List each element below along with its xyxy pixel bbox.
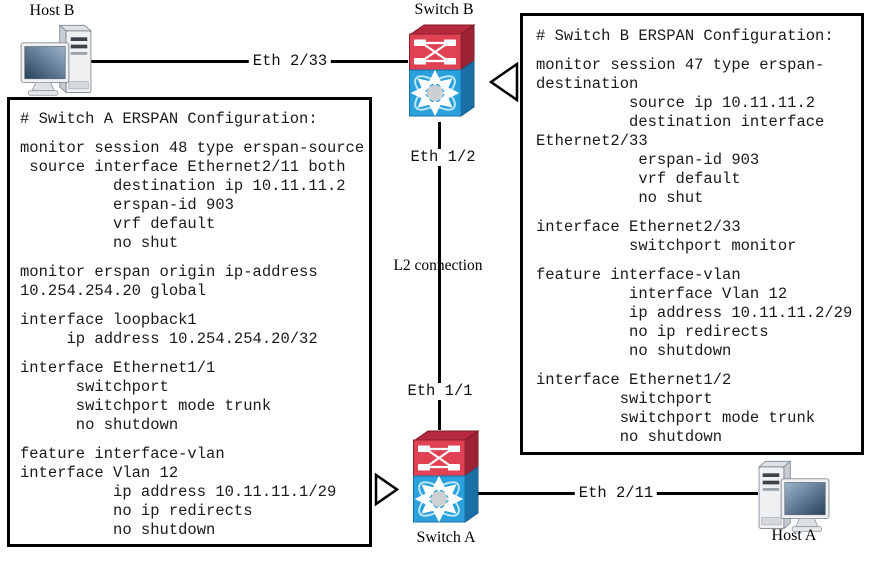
config-line: monitor session 47 type erspan- [536,56,825,74]
config-line: 10.254.254.20 global [20,282,207,300]
config-line: # Switch B ERSPAN Configuration: [536,27,834,45]
config-paragraph [20,311,365,349]
nexus-switch-icon [412,428,482,528]
config-line: feature interface-vlan [536,266,741,284]
config-line: no shut [20,234,179,252]
link-label-eth-1-2: Eth 1/2 [406,149,479,166]
config-paragraph [536,218,857,256]
config-line: switchport [536,390,713,408]
config-line: source ip 10.11.11.2 [536,94,816,112]
config-line: destination interface [536,113,825,131]
config-line: source interface Ethernet2/11 both [20,158,346,176]
config-line: feature interface-vlan [20,445,225,463]
callout-arrow-right-icon [374,473,400,506]
config-line: switchport [20,378,169,396]
host-a-label: Host A [771,527,817,544]
config-line: switchport monitor [536,237,797,255]
config-line: interface Vlan 12 [20,464,179,482]
callout-arrow-left-icon [488,62,519,102]
config-box-switch-a [7,97,372,547]
computer-icon [10,22,102,106]
config-line: destination ip 10.11.11.2 [20,177,346,195]
config-paragraph [20,110,365,129]
config-line: no shutdown [536,342,732,360]
config-line: interface Ethernet1/1 [20,359,216,377]
config-line: no shutdown [536,428,723,446]
config-line: monitor erspan origin ip-address [20,263,318,281]
link-label-eth-2-11: Eth 2/11 [575,485,657,502]
config-line: no shutdown [20,416,179,434]
config-paragraph [20,359,365,435]
config-line: ip address 10.254.254.20/32 [20,330,318,348]
config-paragraph [536,266,857,361]
config-paragraph [20,263,365,301]
config-paragraph [536,56,857,208]
config-line: switchport mode trunk [536,409,816,427]
config-line: # Switch A ERSPAN Configuration: [20,110,318,128]
config-line: ip address 10.11.11.1/29 [20,483,337,501]
config-line: interface Ethernet2/33 [536,218,741,236]
config-line: destination [536,75,639,93]
config-line: Ethernet2/33 [536,132,648,150]
config-line: monitor session 48 type erspan-source [20,139,365,157]
config-line: interface Vlan 12 [536,285,788,303]
nexus-switch-icon [408,22,478,122]
config-line: switchport mode trunk [20,397,272,415]
host-b-icon [10,22,102,106]
config-line: vrf default [536,170,741,188]
config-line: interface loopback1 [20,311,197,329]
link-label-eth-1-1: Eth 1/1 [403,383,476,400]
switch-b-label: Switch B [414,1,474,18]
config-line: interface Ethernet1/2 [536,371,732,389]
link-label-eth-2-33: Eth 2/33 [249,53,331,70]
link-hostb-switchb [84,60,408,63]
config-paragraph [536,27,857,46]
config-paragraph [536,371,857,447]
config-line: no shut [536,189,704,207]
switch-b-icon [408,22,478,122]
config-paragraph [20,139,365,253]
switch-a-label: Switch A [416,529,476,546]
host-b-label: Host B [29,2,75,19]
config-line: no ip redirects [20,502,253,520]
config-box-switch-b [520,13,864,455]
config-paragraph [20,445,365,540]
config-line: erspan-id 903 [20,196,234,214]
link-label-l2-connection: L2 connection [393,257,483,274]
config-line: ip address 10.11.11.2/29 [536,304,853,322]
config-line: erspan-id 903 [536,151,760,169]
config-line: no shutdown [20,521,216,539]
switch-a-icon [412,428,482,528]
config-line: no ip redirects [536,323,769,341]
config-line: vrf default [20,215,216,233]
